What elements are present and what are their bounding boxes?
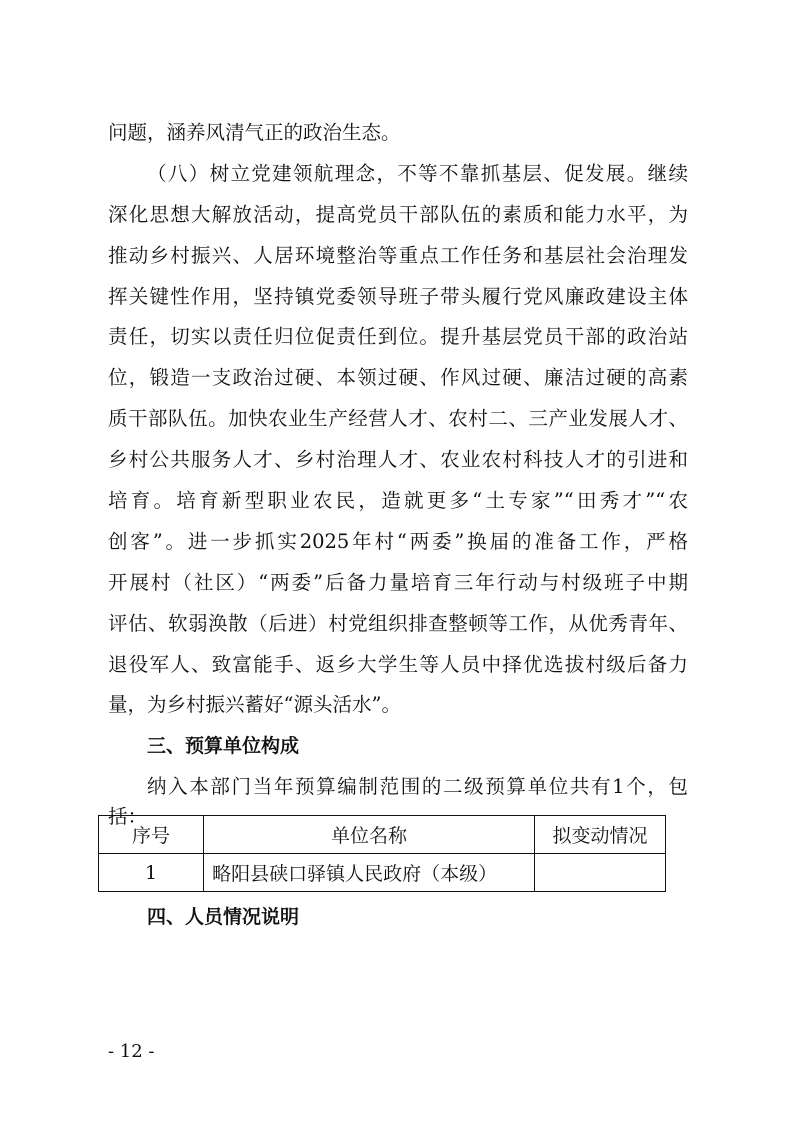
paragraph-line: 量，为乡村振兴蓄好“源头活水”。	[108, 693, 401, 716]
section-heading: 三、预算单位构成	[147, 735, 300, 757]
paragraph-line: 乡村公共服务人才、乡村治理人才、农业农村科技人才的引进和	[108, 448, 688, 471]
paragraph-line: 问题，涵养风清气正的政治生态。	[108, 121, 401, 144]
paragraph-line: （八）树立党建领航理念，不等不靠抓基层、促发展。继续	[147, 162, 688, 185]
table-header-row	[99, 816, 666, 854]
table-cell-planned-change	[535, 854, 666, 892]
section-heading: 四、人员情况说明	[147, 906, 300, 928]
paragraph-line: 深化思想大解放活动，提高党员干部队伍的素质和能力水平，为	[108, 203, 688, 226]
table-cell-unit-name: 略阳县硖口驿镇人民政府（本级）	[204, 854, 535, 892]
table-cell-index: 1	[99, 854, 204, 892]
column-header-index: 序号	[99, 816, 204, 854]
paragraph-line: 纳入本部门当年预算编制范围的二级预算单位共有1个，包	[147, 775, 688, 798]
paragraph-line: 退役军人、致富能手、返乡大学生等人员中择优选拔村级后备力	[108, 653, 688, 676]
paragraph-line: 挥关键性作用，坚持镇党委领导班子带头履行党风廉政建设主体	[108, 285, 688, 308]
paragraph-line: 评估、软弱涣散（后进）村党组织排查整顿等工作，从优秀青年、	[108, 612, 688, 635]
table-row	[99, 854, 666, 892]
paragraph-line: 责任，切实以责任归位促责任到位。提升基层党员干部的政治站	[108, 325, 688, 348]
paragraph-line: 推动乡村振兴、人居环境整治等重点工作任务和基层社会治理发	[108, 244, 688, 267]
paragraph-line: 培育。培育新型职业农民，造就更多“土专家”“田秀才”“农	[108, 489, 688, 512]
paragraph-line: 位，锻造一支政治过硬、本领过硬、作风过硬、廉洁过硬的高素	[108, 366, 688, 389]
paragraph-line: 质干部队伍。加快农业生产经营人才、农村二、三产业发展人才、	[108, 407, 688, 430]
column-header-unit-name: 单位名称	[204, 816, 535, 854]
column-header-planned-change: 拟变动情况	[535, 816, 666, 854]
page-number: - 12 -	[108, 1041, 155, 1062]
budget-units-table	[98, 815, 666, 892]
paragraph-line: 括：	[108, 805, 148, 828]
paragraph-line: 开展村（社区）“两委”后备力量培育三年行动与村级班子中期	[108, 571, 688, 594]
paragraph-line: 创客”。进一步抓实2025年村“两委”换届的准备工作，严格	[108, 530, 688, 553]
